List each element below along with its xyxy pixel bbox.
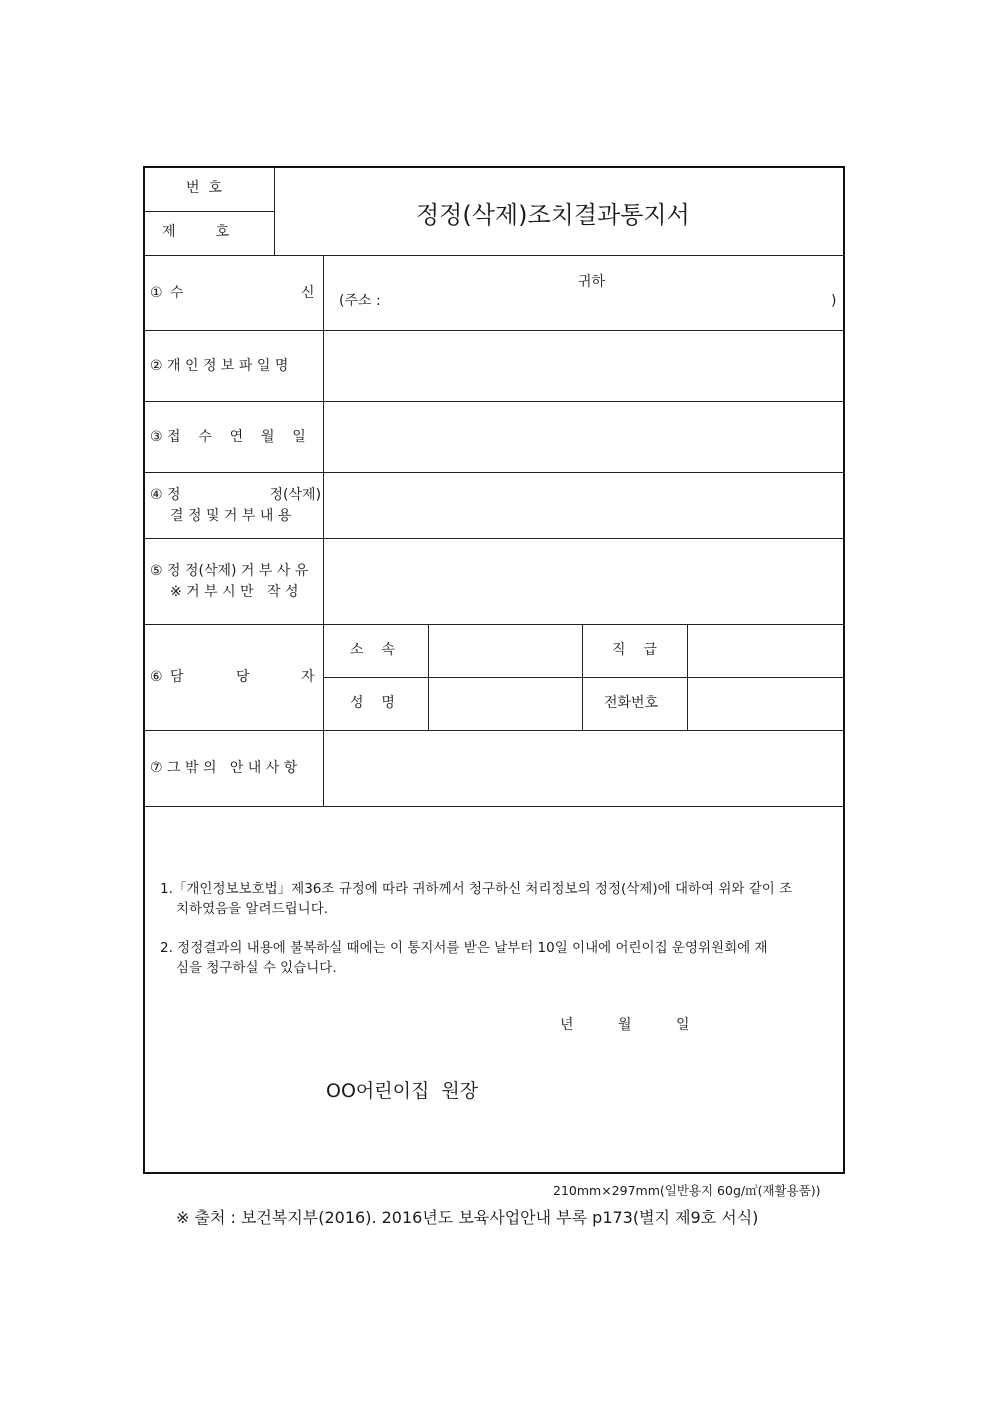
rank-label: 직 급 [612,642,657,658]
row-divider [145,472,843,473]
number-label: 번 호 [186,180,222,196]
honorific-text: 귀하 [578,274,606,290]
paper-spec: 210mm×297mm(일반용지 60g/㎡(재활용품)) [553,1183,821,1198]
notice-item1-line1: 1.「개인정보보호법」제36조 규정에 따라 귀하께서 청구하신 처리정보의 정정(삭제)에 대하여 위와 같이 조 [160,881,793,897]
header-divider [145,211,274,212]
row-divider [145,730,843,731]
recipient-label-a: 수 [170,285,184,301]
control-number-label: 제 호 [162,224,230,240]
staff-label-c: 자 [301,669,315,685]
date-day: 일 [676,1017,690,1033]
form-title: 정정(삭제)조치결과통지서 [416,201,690,229]
recipient-number: ① [150,285,163,301]
decision-label-line1: ④ 정 정(삭제) [150,487,322,503]
other-info-label: ⑦ 그 밖 의 안 내 사 항 [150,760,298,776]
row-divider [145,806,843,807]
address-close: ) [831,293,837,309]
staff-label-a: 담 [170,669,184,685]
decision-label-line2: 결 정 및 거 부 내 용 [170,508,292,524]
col-divider [582,624,583,731]
col-divider [323,256,324,807]
refusal-label-line1: ⑤ 정 정(삭제) 거 부 사 유 [150,563,309,579]
refusal-label-line2: ※ 거 부 시 만 작 성 [170,584,299,600]
row-divider [145,255,843,256]
phone-label: 전화번호 [604,695,659,711]
col-divider [687,624,688,731]
address-open: (주소 : [339,293,381,309]
row-divider [145,330,843,331]
date-month: 월 [618,1017,632,1033]
recipient-label-b: 신 [301,285,315,301]
notice-item2-line2: 심을 청구하실 수 있습니다. [176,960,337,976]
name-label: 성 명 [350,695,395,711]
file-name-label: ② 개 인 정 보 파 일 명 [150,358,289,374]
row-divider [323,677,843,678]
notice-item1-line2: 치하였음을 알려드립니다. [176,901,329,917]
date-year: 년 [560,1017,574,1033]
row-divider [145,624,843,625]
signer-name: OO어린이집 원장 [326,1080,479,1102]
notice-item2-line1: 2. 정정결과의 내용에 불복하실 때에는 이 통지서를 받은 날부터 10일 이내에 어린이집 운영위원회에 재 [160,940,768,956]
row-divider [145,538,843,539]
col-divider [428,624,429,731]
source-note: ※ 출처 : 보건복지부(2016). 2016년도 보육사업안내 부록 p173(별지 제9호 서식) [176,1208,759,1227]
staff-number: ⑥ [150,669,163,685]
row-divider [145,401,843,402]
col-divider [274,168,275,256]
department-label: 소 속 [350,642,395,658]
staff-label-b: 당 [236,669,250,685]
received-date-label: ③ 접 수 연 월 일 [150,429,306,445]
